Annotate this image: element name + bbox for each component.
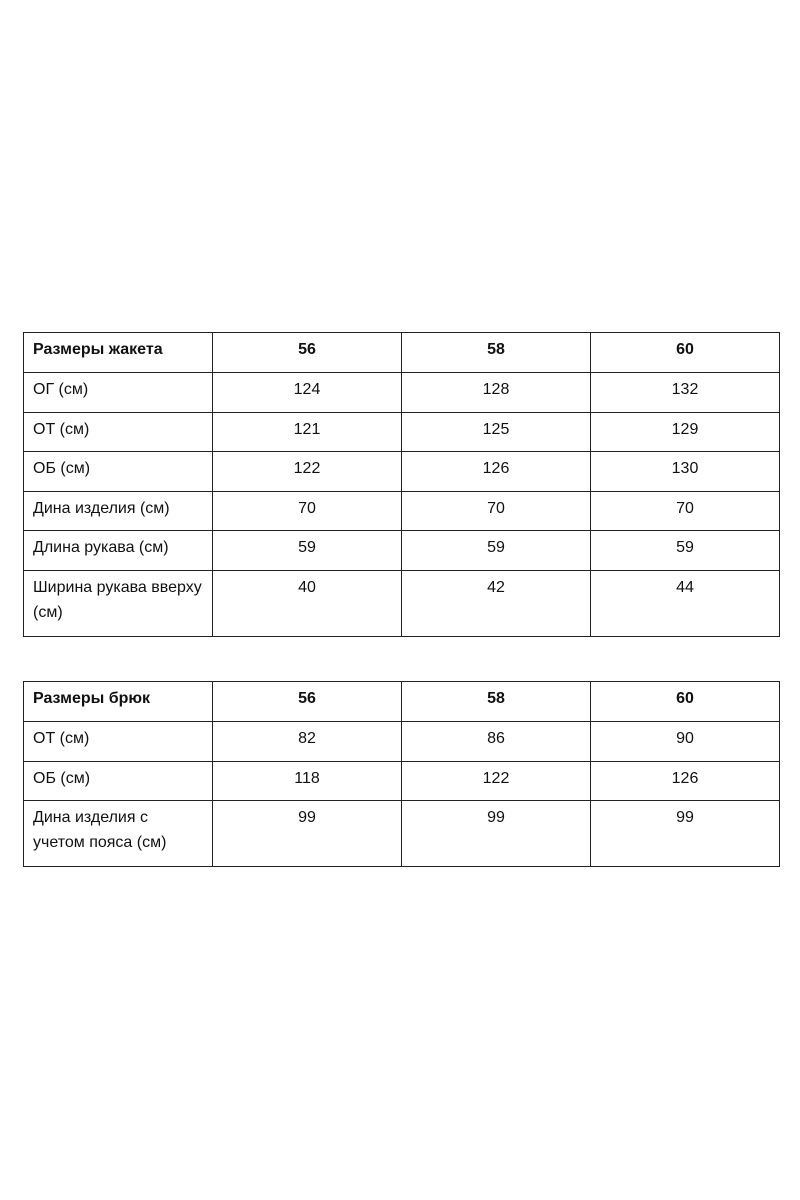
- table-header-row: [24, 333, 780, 373]
- cell-value: 129: [591, 412, 780, 452]
- cell-value: 132: [591, 373, 780, 413]
- size-header-60: 60: [591, 682, 780, 722]
- table-header-row: [24, 682, 780, 722]
- size-header-56: 56: [213, 333, 402, 373]
- cell-value: 59: [591, 531, 780, 571]
- cell-value: 130: [591, 452, 780, 492]
- cell-value: 70: [213, 491, 402, 531]
- cell-value: 99: [591, 801, 780, 867]
- table-row: [24, 761, 780, 801]
- row-label: ОБ (см): [24, 452, 213, 492]
- cell-value: 40: [213, 570, 402, 636]
- cell-value: 99: [402, 801, 591, 867]
- pants-size-table: [23, 681, 780, 867]
- row-label: Ширина рукава вверху (см): [24, 570, 213, 636]
- size-header-60: 60: [591, 333, 780, 373]
- table-row: [24, 491, 780, 531]
- cell-value: 82: [213, 722, 402, 762]
- cell-value: 121: [213, 412, 402, 452]
- cell-value: 90: [591, 722, 780, 762]
- row-label: Дина изделия (см): [24, 491, 213, 531]
- size-header-56: 56: [213, 682, 402, 722]
- table-row: [24, 801, 780, 867]
- row-label: ОБ (см): [24, 761, 213, 801]
- table-row: [24, 373, 780, 413]
- table-row: [24, 570, 780, 636]
- cell-value: 42: [402, 570, 591, 636]
- cell-value: 122: [213, 452, 402, 492]
- cell-value: 70: [402, 491, 591, 531]
- pants-table-title: Размеры брюк: [24, 682, 213, 722]
- cell-value: 118: [213, 761, 402, 801]
- size-header-58: 58: [402, 333, 591, 373]
- row-label: Длина рукава (см): [24, 531, 213, 571]
- cell-value: 126: [591, 761, 780, 801]
- cell-value: 126: [402, 452, 591, 492]
- row-label: ОТ (см): [24, 722, 213, 762]
- cell-value: 70: [591, 491, 780, 531]
- size-header-58: 58: [402, 682, 591, 722]
- row-label: Дина изделия с учетом пояса (см): [24, 801, 213, 867]
- cell-value: 124: [213, 373, 402, 413]
- cell-value: 44: [591, 570, 780, 636]
- cell-value: 86: [402, 722, 591, 762]
- cell-value: 125: [402, 412, 591, 452]
- table-row: [24, 452, 780, 492]
- cell-value: 128: [402, 373, 591, 413]
- cell-value: 59: [402, 531, 591, 571]
- row-label: ОГ (см): [24, 373, 213, 413]
- cell-value: 122: [402, 761, 591, 801]
- table-row: [24, 722, 780, 762]
- cell-value: 59: [213, 531, 402, 571]
- table-row: [24, 412, 780, 452]
- row-label: ОТ (см): [24, 412, 213, 452]
- cell-value: 99: [213, 801, 402, 867]
- jacket-table-title: Размеры жакета: [24, 333, 213, 373]
- jacket-size-table: [23, 332, 780, 637]
- table-row: [24, 531, 780, 571]
